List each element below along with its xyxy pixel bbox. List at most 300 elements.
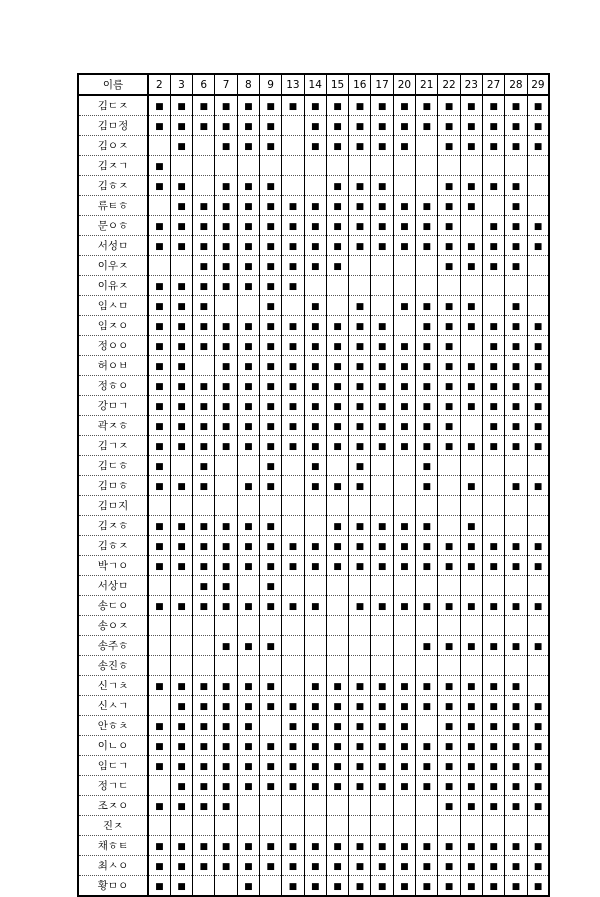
attendance-cell — [349, 736, 371, 756]
attendance-mark: ■ — [266, 381, 275, 392]
attendance-cell — [393, 796, 415, 816]
attendance-mark: ■ — [533, 781, 543, 792]
date-column-header: 27 — [482, 74, 504, 95]
attendance-mark: ■ — [467, 841, 476, 852]
attendance-mark: ■ — [155, 841, 164, 852]
attendance-cell — [527, 416, 549, 436]
attendance-cell — [482, 696, 504, 716]
attendance-cell — [505, 876, 527, 897]
student-name: 임ㅈㅇ — [78, 316, 148, 336]
attendance-cell — [326, 676, 348, 696]
attendance-mark: ■ — [266, 201, 275, 212]
attendance-cell — [237, 95, 259, 116]
attendance-cell — [349, 156, 371, 176]
attendance-cell — [282, 176, 304, 196]
attendance-cell — [438, 596, 460, 616]
attendance-cell — [304, 576, 326, 596]
attendance-mark: ■ — [333, 741, 342, 752]
attendance-mark: ■ — [244, 881, 253, 892]
attendance-mark: ■ — [199, 761, 208, 772]
attendance-cell — [371, 496, 393, 516]
attendance-mark: ■ — [444, 321, 454, 332]
attendance-cell — [416, 716, 438, 736]
attendance-mark: ■ — [199, 301, 208, 312]
attendance-cell — [527, 456, 549, 476]
attendance-mark: ■ — [333, 181, 342, 192]
attendance-mark: ■ — [333, 341, 342, 352]
attendance-mark: ■ — [333, 881, 342, 892]
attendance-cell — [170, 316, 192, 336]
attendance-cell — [371, 636, 393, 656]
attendance-cell — [438, 116, 460, 136]
attendance-mark: ■ — [266, 361, 275, 372]
attendance-mark: ■ — [333, 481, 342, 492]
attendance-mark: ■ — [377, 201, 387, 212]
attendance-mark: ■ — [244, 441, 253, 452]
attendance-mark: ■ — [288, 541, 298, 552]
attendance-cell — [482, 276, 504, 296]
student-row — [78, 716, 549, 736]
attendance-mark: ■ — [511, 601, 521, 612]
attendance-cell — [326, 256, 348, 276]
attendance-mark: ■ — [489, 121, 498, 132]
attendance-mark: ■ — [310, 721, 320, 732]
attendance-mark: ■ — [221, 201, 231, 212]
attendance-cell — [215, 376, 237, 396]
attendance-mark: ■ — [489, 381, 498, 392]
attendance-cell — [326, 816, 348, 836]
attendance-mark: ■ — [377, 761, 387, 772]
student-name: 황ㅁㅇ — [78, 876, 148, 897]
attendance-cell — [304, 796, 326, 816]
attendance-mark: ■ — [266, 341, 275, 352]
attendance-mark: ■ — [444, 841, 454, 852]
attendance-cell — [170, 336, 192, 356]
attendance-mark: ■ — [377, 141, 387, 152]
student-row — [78, 356, 549, 376]
attendance-mark: ■ — [288, 881, 298, 892]
attendance-cell — [326, 476, 348, 496]
attendance-cell — [193, 276, 215, 296]
attendance-cell — [237, 436, 259, 456]
attendance-cell — [527, 736, 549, 756]
attendance-cell — [282, 456, 304, 476]
attendance-cell — [527, 516, 549, 536]
attendance-cell — [482, 756, 504, 776]
attendance-mark: ■ — [155, 441, 164, 452]
attendance-mark: ■ — [310, 121, 320, 132]
attendance-cell — [215, 496, 237, 516]
attendance-cell — [237, 796, 259, 816]
attendance-mark: ■ — [244, 121, 253, 132]
attendance-cell — [215, 236, 237, 256]
attendance-cell — [371, 156, 393, 176]
attendance-cell — [282, 656, 304, 676]
attendance-cell — [326, 316, 348, 336]
attendance-mark: ■ — [310, 201, 320, 212]
attendance-cell — [416, 616, 438, 636]
attendance-cell — [482, 316, 504, 336]
attendance-cell — [193, 116, 215, 136]
attendance-mark: ■ — [177, 701, 186, 712]
attendance-mark: ■ — [177, 421, 186, 432]
date-column-header: 28 — [505, 74, 527, 95]
attendance-cell — [460, 376, 482, 396]
attendance-cell — [148, 716, 170, 736]
attendance-cell — [259, 676, 281, 696]
attendance-cell — [304, 616, 326, 636]
student-name: 김ㅁㅎ — [78, 476, 148, 496]
attendance-cell — [371, 136, 393, 156]
attendance-cell — [215, 316, 237, 336]
attendance-cell — [460, 816, 482, 836]
attendance-cell — [193, 616, 215, 636]
attendance-cell — [416, 276, 438, 296]
attendance-mark: ■ — [377, 561, 387, 572]
student-name: 안ㅎㅊ — [78, 716, 148, 736]
attendance-cell — [193, 856, 215, 876]
attendance-cell — [170, 556, 192, 576]
attendance-cell — [393, 436, 415, 456]
attendance-mark: ■ — [244, 361, 253, 372]
attendance-cell — [482, 396, 504, 416]
attendance-mark: ■ — [244, 341, 253, 352]
attendance-mark: ■ — [355, 841, 365, 852]
attendance-mark: ■ — [489, 181, 498, 192]
attendance-mark: ■ — [422, 521, 431, 532]
attendance-mark: ■ — [377, 241, 387, 252]
attendance-cell — [215, 716, 237, 736]
attendance-mark: ■ — [355, 321, 365, 332]
attendance-mark: ■ — [221, 741, 231, 752]
attendance-cell — [148, 276, 170, 296]
attendance-mark: ■ — [333, 141, 342, 152]
student-name: 문ㅇㅎ — [78, 216, 148, 236]
attendance-cell — [148, 356, 170, 376]
attendance-cell — [482, 216, 504, 236]
attendance-cell — [393, 576, 415, 596]
attendance-cell — [148, 296, 170, 316]
attendance-mark: ■ — [333, 681, 342, 692]
attendance-mark: ■ — [467, 381, 476, 392]
attendance-mark: ■ — [467, 441, 476, 452]
attendance-mark: ■ — [467, 141, 476, 152]
attendance-cell — [237, 536, 259, 556]
attendance-cell — [349, 876, 371, 897]
attendance-cell — [215, 95, 237, 116]
attendance-cell — [505, 396, 527, 416]
attendance-cell — [416, 496, 438, 516]
attendance-cell — [505, 836, 527, 856]
attendance-cell — [482, 256, 504, 276]
attendance-mark: ■ — [177, 681, 186, 692]
attendance-mark: ■ — [266, 221, 275, 232]
attendance-mark: ■ — [377, 181, 387, 192]
attendance-cell — [527, 436, 549, 456]
attendance-mark: ■ — [511, 561, 521, 572]
student-name: 김ㄱㅈ — [78, 436, 148, 456]
attendance-mark: ■ — [155, 801, 164, 812]
attendance-cell — [482, 156, 504, 176]
attendance-mark: ■ — [155, 541, 164, 552]
attendance-mark: ■ — [333, 101, 342, 112]
attendance-cell — [170, 496, 192, 516]
student-name: 허ㅇㅂ — [78, 356, 148, 376]
attendance-cell — [460, 336, 482, 356]
attendance-cell — [416, 596, 438, 616]
attendance-cell — [482, 736, 504, 756]
attendance-cell — [527, 476, 549, 496]
attendance-mark: ■ — [422, 561, 431, 572]
attendance-mark: ■ — [422, 461, 431, 472]
attendance-mark: ■ — [288, 721, 298, 732]
attendance-mark: ■ — [489, 441, 498, 452]
attendance-cell — [416, 456, 438, 476]
attendance-cell — [371, 476, 393, 496]
attendance-mark: ■ — [244, 721, 253, 732]
attendance-mark: ■ — [422, 441, 431, 452]
student-row — [78, 176, 549, 196]
attendance-cell — [326, 856, 348, 876]
attendance-cell — [259, 436, 281, 456]
student-name: 송주ㅎ — [78, 636, 148, 656]
attendance-cell — [326, 276, 348, 296]
attendance-cell — [349, 556, 371, 576]
attendance-mark: ■ — [244, 841, 253, 852]
attendance-cell — [304, 276, 326, 296]
attendance-cell — [148, 436, 170, 456]
attendance-cell — [393, 836, 415, 856]
attendance-mark: ■ — [467, 521, 476, 532]
attendance-cell — [304, 556, 326, 576]
attendance-cell — [215, 156, 237, 176]
attendance-mark: ■ — [511, 481, 521, 492]
student-row — [78, 636, 549, 656]
attendance-mark: ■ — [244, 421, 253, 432]
attendance-mark: ■ — [533, 841, 543, 852]
attendance-mark: ■ — [266, 481, 275, 492]
attendance-cell — [282, 556, 304, 576]
attendance-cell — [282, 476, 304, 496]
attendance-cell — [193, 736, 215, 756]
attendance-cell — [282, 436, 304, 456]
attendance-cell — [460, 496, 482, 516]
attendance-cell — [326, 336, 348, 356]
attendance-cell — [482, 416, 504, 436]
attendance-mark: ■ — [355, 221, 365, 232]
attendance-cell — [282, 276, 304, 296]
attendance-mark: ■ — [199, 741, 208, 752]
attendance-cell — [482, 876, 504, 897]
attendance-cell — [282, 236, 304, 256]
attendance-mark: ■ — [310, 461, 320, 472]
attendance-mark: ■ — [511, 861, 521, 872]
attendance-cell — [438, 236, 460, 256]
attendance-cell — [393, 396, 415, 416]
attendance-mark: ■ — [489, 641, 498, 652]
attendance-cell — [393, 676, 415, 696]
attendance-cell — [505, 516, 527, 536]
attendance-cell — [393, 176, 415, 196]
attendance-mark: ■ — [511, 181, 521, 192]
attendance-mark: ■ — [444, 121, 454, 132]
attendance-cell — [438, 316, 460, 336]
attendance-cell — [259, 836, 281, 856]
attendance-mark: ■ — [511, 841, 521, 852]
attendance-cell — [193, 796, 215, 816]
attendance-cell — [304, 736, 326, 756]
attendance-mark: ■ — [355, 741, 365, 752]
attendance-cell — [259, 296, 281, 316]
attendance-cell — [416, 95, 438, 116]
attendance-mark: ■ — [199, 281, 208, 292]
attendance-cell — [416, 156, 438, 176]
attendance-cell — [482, 516, 504, 536]
attendance-cell — [215, 456, 237, 476]
student-row — [78, 416, 549, 436]
attendance-cell — [438, 296, 460, 316]
attendance-mark: ■ — [221, 521, 231, 532]
attendance-mark: ■ — [511, 761, 521, 772]
attendance-cell — [215, 436, 237, 456]
attendance-cell — [349, 396, 371, 416]
attendance-cell — [237, 856, 259, 876]
attendance-mark: ■ — [533, 701, 543, 712]
attendance-cell — [438, 416, 460, 436]
attendance-mark: ■ — [310, 841, 320, 852]
student-name: 서상ㅁ — [78, 576, 148, 596]
attendance-mark: ■ — [310, 601, 320, 612]
attendance-mark: ■ — [333, 421, 342, 432]
attendance-cell — [237, 516, 259, 536]
attendance-cell — [393, 596, 415, 616]
attendance-mark: ■ — [355, 861, 365, 872]
date-column-header: 23 — [460, 74, 482, 95]
attendance-cell — [482, 536, 504, 556]
attendance-mark: ■ — [244, 701, 253, 712]
attendance-cell — [326, 176, 348, 196]
attendance-sheet — [77, 73, 550, 897]
attendance-mark: ■ — [489, 601, 498, 612]
attendance-cell — [460, 516, 482, 536]
attendance-cell — [505, 636, 527, 656]
attendance-cell — [304, 356, 326, 376]
attendance-cell — [326, 556, 348, 576]
attendance-mark: ■ — [288, 761, 298, 772]
attendance-mark: ■ — [489, 741, 498, 752]
attendance-table — [77, 73, 550, 897]
attendance-mark: ■ — [155, 861, 164, 872]
attendance-mark: ■ — [377, 441, 387, 452]
attendance-cell — [460, 416, 482, 436]
attendance-cell — [237, 236, 259, 256]
attendance-cell — [259, 156, 281, 176]
attendance-cell — [148, 376, 170, 396]
attendance-mark: ■ — [310, 561, 320, 572]
attendance-cell — [282, 496, 304, 516]
attendance-cell — [259, 456, 281, 476]
attendance-cell — [460, 216, 482, 236]
attendance-cell — [371, 576, 393, 596]
attendance-mark: ■ — [244, 521, 253, 532]
attendance-cell — [460, 116, 482, 136]
attendance-mark: ■ — [155, 241, 164, 252]
attendance-mark: ■ — [266, 581, 275, 592]
attendance-mark: ■ — [355, 241, 365, 252]
attendance-mark: ■ — [377, 701, 387, 712]
attendance-mark: ■ — [221, 801, 231, 812]
attendance-cell — [416, 476, 438, 496]
attendance-cell — [215, 696, 237, 716]
attendance-cell — [527, 776, 549, 796]
attendance-cell — [259, 476, 281, 496]
attendance-cell — [193, 456, 215, 476]
attendance-mark: ■ — [221, 121, 231, 132]
attendance-mark: ■ — [177, 861, 186, 872]
student-name: 김ㄷㅈ — [78, 95, 148, 116]
attendance-mark: ■ — [244, 541, 253, 552]
attendance-mark: ■ — [221, 681, 231, 692]
attendance-mark: ■ — [422, 701, 431, 712]
attendance-cell — [215, 136, 237, 156]
attendance-mark: ■ — [489, 221, 498, 232]
attendance-cell — [505, 316, 527, 336]
attendance-cell — [416, 756, 438, 776]
attendance-mark: ■ — [533, 421, 543, 432]
attendance-mark: ■ — [400, 861, 409, 872]
attendance-cell — [237, 696, 259, 716]
student-name: 송진ㅎ — [78, 656, 148, 676]
attendance-cell — [304, 256, 326, 276]
attendance-mark: ■ — [288, 201, 298, 212]
attendance-mark: ■ — [489, 141, 498, 152]
date-column-header: 21 — [416, 74, 438, 95]
attendance-mark: ■ — [221, 241, 231, 252]
attendance-cell — [259, 176, 281, 196]
attendance-cell — [148, 536, 170, 556]
attendance-mark: ■ — [377, 841, 387, 852]
attendance-cell — [193, 516, 215, 536]
attendance-mark: ■ — [288, 781, 298, 792]
attendance-cell — [527, 336, 549, 356]
attendance-cell — [170, 176, 192, 196]
attendance-mark: ■ — [199, 601, 208, 612]
attendance-mark: ■ — [177, 121, 186, 132]
attendance-cell — [259, 196, 281, 216]
attendance-cell — [527, 816, 549, 836]
attendance-mark: ■ — [155, 481, 164, 492]
attendance-mark: ■ — [422, 301, 431, 312]
attendance-mark: ■ — [244, 561, 253, 572]
attendance-mark: ■ — [288, 361, 298, 372]
attendance-mark: ■ — [400, 881, 409, 892]
attendance-cell — [170, 436, 192, 456]
attendance-cell — [393, 276, 415, 296]
attendance-cell — [193, 216, 215, 236]
attendance-cell — [393, 756, 415, 776]
attendance-mark: ■ — [333, 701, 342, 712]
student-row — [78, 336, 549, 356]
attendance-cell — [237, 376, 259, 396]
date-column-header: 3 — [170, 74, 192, 95]
attendance-mark: ■ — [400, 741, 409, 752]
student-row — [78, 236, 549, 256]
attendance-cell — [282, 116, 304, 136]
attendance-mark: ■ — [444, 101, 454, 112]
attendance-cell — [371, 456, 393, 476]
attendance-cell — [215, 276, 237, 296]
attendance-mark: ■ — [288, 601, 298, 612]
